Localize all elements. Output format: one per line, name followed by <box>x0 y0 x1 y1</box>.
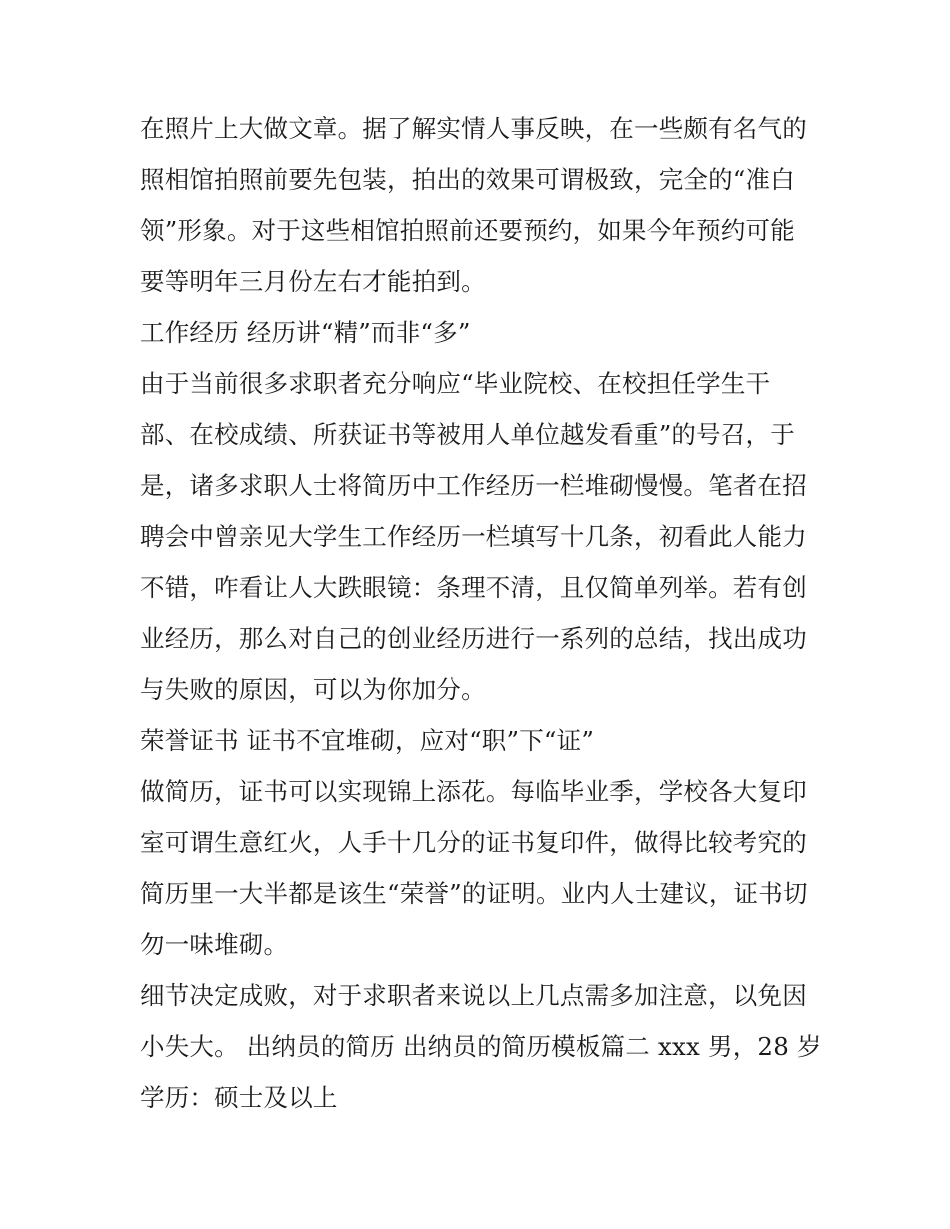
text-line: 是，诸多求职人士将简历中工作经历一栏堆砌慢慢。笔者在招 <box>140 471 807 500</box>
text-line: 小失大。 出纳员的简历 出纳员的简历模板篇二 xxx 男，28 岁 <box>140 1032 822 1061</box>
text-line: 在照片上大做文章。据了解实情人事反映，在一些颇有名气的 <box>140 114 807 143</box>
text-line: 聘会中曾亲见大学生工作经历一栏填写十几条，初看此人能力 <box>140 522 807 551</box>
text-line: 不错，咋看让人大跌眼镜：条理不清，且仅简单列举。若有创 <box>140 573 807 602</box>
text-line: 由于当前很多求职者充分响应“毕业院校、在校担任学生干 <box>140 369 771 398</box>
text-line: 业经历，那么对自己的创业经历进行一系列的总结，找出成功 <box>140 624 807 653</box>
section-heading-honors: 荣誉证书 证书不宜堆砌，应对“职”下“证” <box>140 726 595 755</box>
text-line: 与失败的原因，可以为你加分。 <box>140 675 486 704</box>
text-line: 部、在校成绩、所获证书等被用人单位越发看重”的号召，于 <box>140 420 795 449</box>
text-line: 领”形象。对于这些相馆拍照前还要预约，如果今年预约可能 <box>140 216 795 245</box>
section-heading-work-experience: 工作经历 经历讲“精”而非“多” <box>140 318 471 347</box>
text-line: 学历：硕士及以上 <box>140 1083 338 1112</box>
text-line: 细节决定成败，对于求职者来说以上几点需多加注意，以免因 <box>140 981 807 1010</box>
document-body <box>140 103 830 1123</box>
text-line: 勿一味堆砌。 <box>140 930 289 959</box>
text-line: 做简历，证书可以实现锦上添花。每临毕业季，学校各大复印 <box>140 777 807 806</box>
text-line: 简历里一大半都是该生“荣誉”的证明。业内人士建议，证书切 <box>140 879 808 908</box>
text-line: 要等明年三月份左右才能拍到。 <box>140 267 486 296</box>
text-line: 室可谓生意红火，人手十几分的证书复印件，做得比较考究的 <box>140 828 807 857</box>
text-line: 照相馆拍照前要先包装，拍出的效果可谓极致，完全的“准白 <box>140 165 795 194</box>
